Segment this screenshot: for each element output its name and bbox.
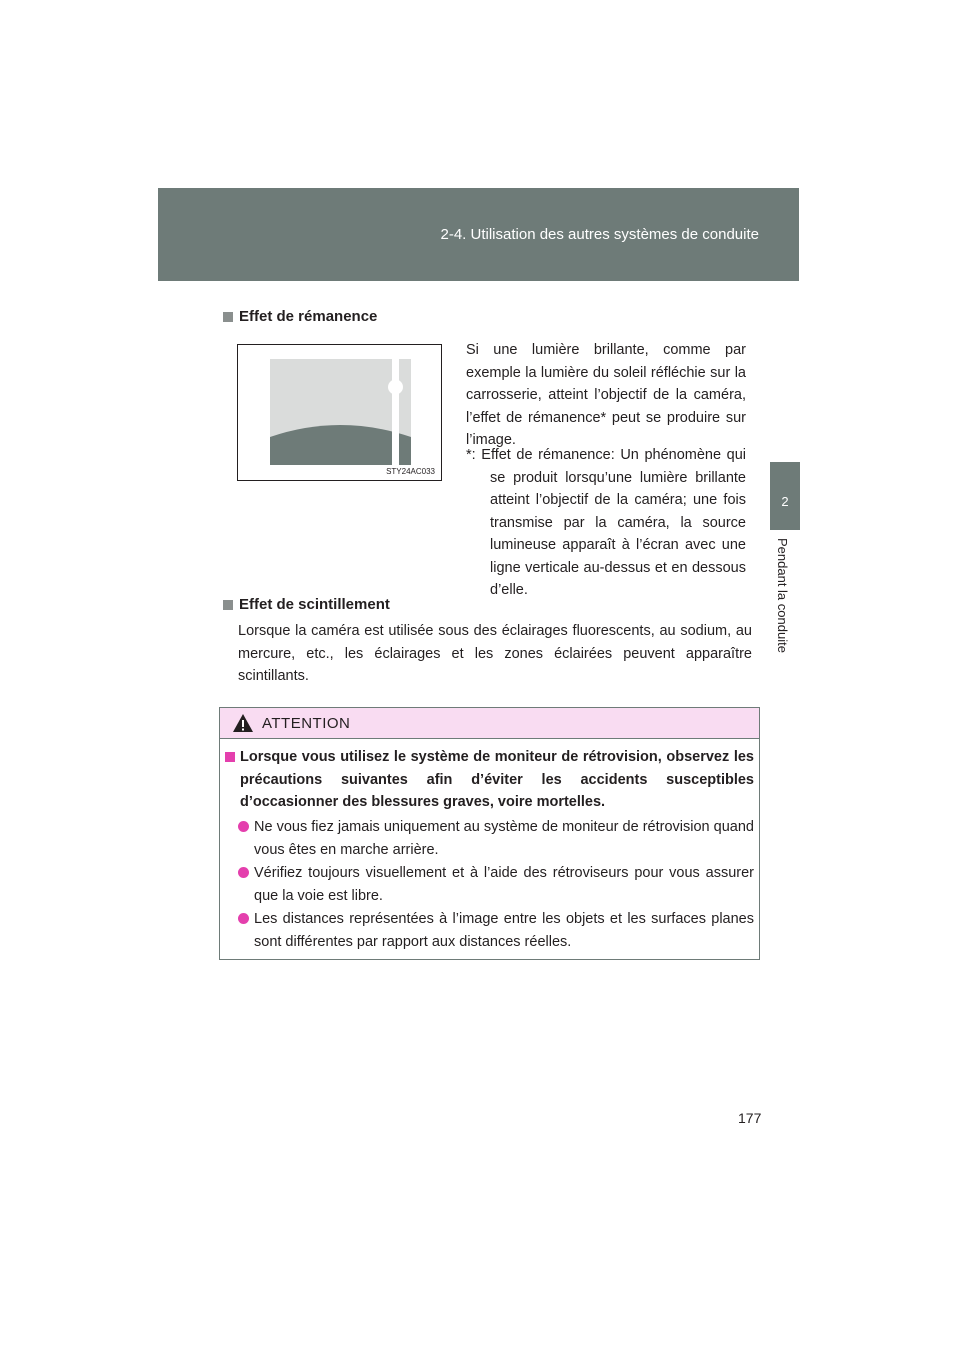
square-bullet-icon xyxy=(223,312,233,322)
pink-dot-bullet-icon xyxy=(238,821,249,832)
pink-dot-bullet-icon xyxy=(238,913,249,924)
attention-item-text: Vérifiez toujours visuellement et à l’aide des rétroviseurs pour vous assurer que la voie est libre. xyxy=(254,865,754,904)
attention-item xyxy=(238,908,754,953)
attention-item xyxy=(238,862,754,907)
page-number: 177 xyxy=(738,1110,762,1126)
attention-header xyxy=(220,708,759,739)
figure-code: STY24AC033 xyxy=(386,467,435,476)
remanence-illustration xyxy=(237,344,442,481)
attention-box xyxy=(219,707,760,960)
remanence-footnote: *: Effet de rémanence: Un phénomène qui se produit lorsqu’une lumière brillante atteint l’objectif de la caméra; une fois transmise par la caméra, la source lumineuse apparaît à l’écran avec une ligne verticale au-dessus et en dessous d’elle. xyxy=(466,447,746,598)
square-bullet-icon xyxy=(223,600,233,610)
pink-square-bullet-icon xyxy=(225,752,235,762)
scintillement-paragraph: Lorsque la caméra est utilisée sous des éclairages fluorescents, au sodium, au mercure, etc., les éclairages et les zones éclairées peuvent apparaître scintillants. xyxy=(238,623,752,684)
header-band xyxy=(158,188,799,281)
scintillement-heading-text: Effet de scintillement xyxy=(239,596,390,613)
attention-main-warning xyxy=(222,746,754,814)
chapter-tab xyxy=(770,462,800,530)
camera-image-illustration xyxy=(238,345,441,480)
chapter-label: Pendant la conduite xyxy=(775,538,790,653)
attention-item-text: Les distances représentées à l’image entre les objets et les surfaces planes sont différentes par rapport aux distances réelles. xyxy=(254,911,754,950)
remanence-heading xyxy=(223,308,377,325)
remanence-paragraph: Si une lumière brillante, comme par exemple la lumière du soleil réfléchie sur la carrosserie, atteint l’objectif de la caméra, l’effet de rémanence* peut se produire sur l’image. xyxy=(466,342,746,448)
section-title: 2-4. Utilisation des autres systèmes de conduite xyxy=(440,226,759,243)
pink-dot-bullet-icon xyxy=(238,867,249,878)
chapter-number: 2 xyxy=(781,494,789,509)
scintillement-heading xyxy=(223,596,390,613)
attention-item-text: Ne vous fiez jamais uniquement au système de moniteur de rétrovision quand vous êtes en marche arrière. xyxy=(254,819,754,858)
attention-title: ATTENTION xyxy=(262,715,351,732)
attention-main-text: Lorsque vous utilisez le système de moniteur de rétrovision, observez les précautions suivantes afin d’éviter les accidents susceptibles d’occasionner des blessures graves, voire mortelles. xyxy=(240,749,754,810)
remanence-heading-text: Effet de rémanence xyxy=(239,308,378,325)
attention-item xyxy=(238,816,754,861)
warning-triangle-icon xyxy=(232,713,254,733)
